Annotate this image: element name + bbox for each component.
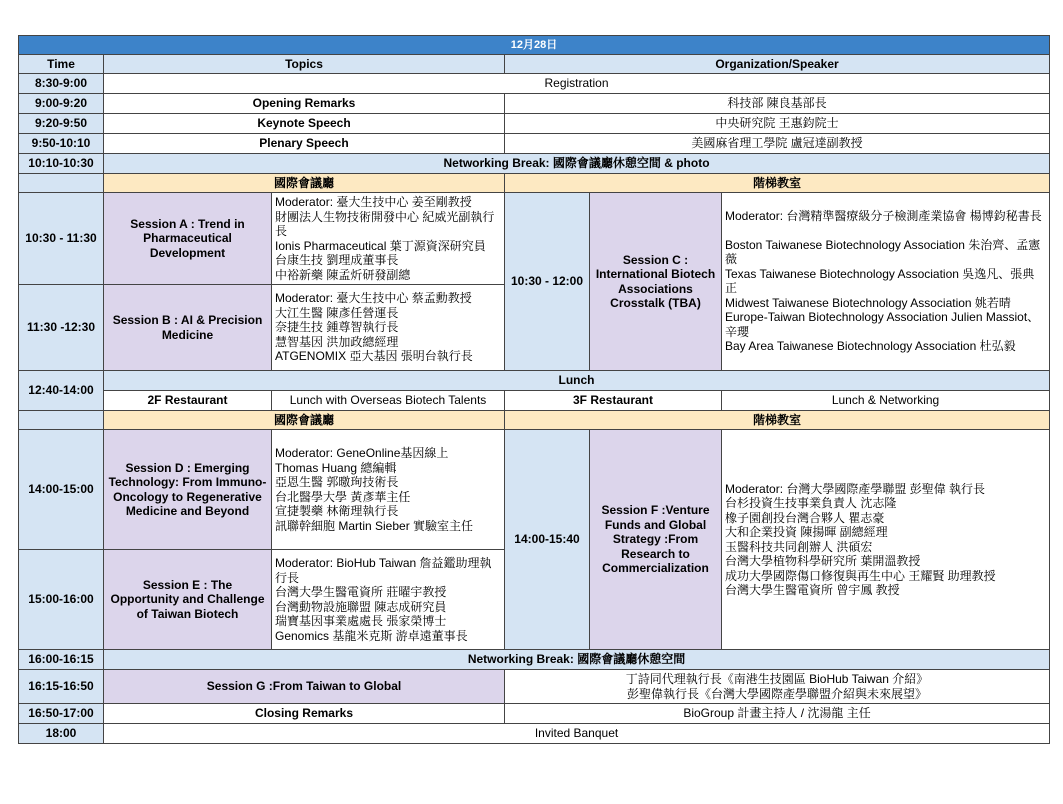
moderator-line: Moderator: 台灣精準醫療級分子檢測產業協會 楊博鈞秘書長 bbox=[725, 209, 1042, 224]
venue-row-morning bbox=[19, 174, 1050, 193]
banquet-text: Invited Banquet bbox=[104, 724, 1050, 744]
banquet-time: 18:00 bbox=[19, 724, 104, 744]
speaker-line: Ionis Pharmaceutical 葉丁源資深研究員 bbox=[275, 238, 486, 253]
topics-header: Topics bbox=[104, 55, 505, 74]
speaker-line: 中裕新藥 陳孟炘研發副總 bbox=[275, 267, 411, 282]
venue-spacer bbox=[19, 174, 104, 193]
plenary-topic: Plenary Speech bbox=[104, 134, 505, 154]
break2-text: Networking Break: 國際會議廳休憩空間 bbox=[104, 650, 1050, 670]
venue-spacer bbox=[19, 411, 104, 430]
speaker-line: Boston Taiwanese Biotechnology Association 朱治齊、孟憲薇 bbox=[725, 237, 1041, 267]
session-g-time: 16:15-16:50 bbox=[19, 670, 104, 704]
session-e-time: 15:00-16:00 bbox=[19, 550, 104, 650]
date-row bbox=[19, 36, 1050, 55]
speaker-line: ATGENOMIX 亞大基因 張明台執行長 bbox=[275, 349, 473, 364]
session-f-speakers bbox=[722, 430, 1050, 650]
venue-left: 國際會議廳 bbox=[104, 411, 505, 430]
speaker-line: Europe-Taiwan Biotechnology Association Julien Massiot、辛瓔 bbox=[725, 310, 1040, 339]
speaker-line: 奈捷生技 鍾尊智執行長 bbox=[275, 320, 399, 335]
speaker-line: 台灣動物設施聯盟 陳志成研究員 bbox=[275, 599, 447, 614]
session-b-speakers bbox=[272, 285, 505, 371]
registration-row bbox=[19, 74, 1050, 94]
banquet-row bbox=[19, 724, 1050, 744]
lunch-row bbox=[19, 371, 1050, 391]
lunch-time: 12:40-14:00 bbox=[19, 371, 104, 411]
break1-time: 10:10-10:30 bbox=[19, 154, 104, 174]
speaker-line: Moderator: GeneOnline基因線上 bbox=[275, 446, 449, 460]
closing-row bbox=[19, 704, 1050, 724]
speaker-line: 大和企業投資 陳揚暉 副總經理 bbox=[725, 525, 888, 539]
break1-text: Networking Break: 國際會議廳休憩空間 & photo bbox=[104, 154, 1050, 174]
closing-time: 16:50-17:00 bbox=[19, 704, 104, 724]
speaker-line: 橡子園創投台灣合夥人 瞿志豪 bbox=[725, 510, 885, 525]
speaker-line: 玉醫科技共同創辦人 洪碩宏 bbox=[725, 539, 873, 554]
session-f-time: 14:00-15:40 bbox=[505, 430, 590, 650]
agenda-table bbox=[18, 35, 1050, 744]
venue-right: 階梯教室 bbox=[505, 174, 1050, 193]
venue-row-afternoon bbox=[19, 411, 1050, 430]
speaker-line: 大江生醫 陳彥任營運長 bbox=[275, 305, 399, 320]
speaker-line: 財團法人生物技術開發中心 紀威光副執行長 bbox=[275, 209, 495, 238]
speaker-line: 成功大學國際傷口修復與再生中心 王耀賢 助理教授 bbox=[725, 568, 996, 583]
keynote-topic: Keynote Speech bbox=[104, 114, 505, 134]
session-b-title: Session B : AI & Precision Medicine bbox=[104, 285, 272, 371]
speaker-line: Moderator: 臺大生技中心 蔡孟勳教授 bbox=[275, 291, 472, 306]
venue-left: 國際會議廳 bbox=[104, 174, 505, 193]
speaker-line: Moderator: 臺大生技中心 姜至剛教授 bbox=[275, 195, 472, 209]
time-header: Time bbox=[19, 55, 104, 74]
opening-topic: Opening Remarks bbox=[104, 94, 505, 114]
session-e-title: Session E : The Opportunity and Challenge of Taiwan Biotech bbox=[104, 550, 272, 650]
session-a-time: 10:30 - 11:30 bbox=[19, 193, 104, 285]
speaker-line: 宣捷製藥 林衛理執行長 bbox=[275, 504, 399, 518]
session-g-title: Session G :From Taiwan to Global bbox=[104, 670, 505, 704]
registration-text: Registration bbox=[104, 74, 1050, 94]
venue-right: 階梯教室 bbox=[505, 411, 1050, 430]
break2-time: 16:00-16:15 bbox=[19, 650, 104, 670]
lunch-left-venue: 2F Restaurant bbox=[104, 391, 272, 411]
speaker-line: 亞恩生醫 郭曒珣技術長 bbox=[275, 475, 399, 489]
speaker-line: 瑞寶基因事業處處長 張家榮博士 bbox=[275, 614, 447, 628]
speaker-line: 慧智基因 洪加政總經理 bbox=[275, 334, 399, 349]
keynote-row bbox=[19, 114, 1050, 134]
session-d-title: Session D : Emerging Technology: From Immuno-Oncology to Regenerative Medicine and Beyond bbox=[104, 430, 272, 550]
registration-time: 8:30-9:00 bbox=[19, 74, 104, 94]
session-a-row bbox=[19, 193, 1050, 285]
speaker-line: Moderator: 台灣大學國際產學聯盟 彭聖偉 執行長 bbox=[725, 481, 986, 496]
session-d-row bbox=[19, 430, 1050, 550]
speaker-line: Moderator: BioHub Taiwan 詹益鑑助理執行長 bbox=[275, 556, 492, 585]
plenary-time: 9:50-10:10 bbox=[19, 134, 104, 154]
plenary-speaker: 美國麻省理工學院 盧冠達副教授 bbox=[505, 134, 1050, 154]
session-c-speakers bbox=[722, 193, 1050, 371]
speaker-line: Texas Taiwanese Biotechnology Association 吳逸凡、張典正 bbox=[725, 266, 1035, 296]
keynote-speaker: 中央研究院 王惠鈞院士 bbox=[505, 114, 1050, 134]
session-f-title: Session F :Venture Funds and Global Strategy :From Research to Commercialization bbox=[590, 430, 722, 650]
session-g-row bbox=[19, 670, 1050, 704]
session-e-speakers bbox=[272, 550, 505, 650]
speaker-line: 訊聯幹細胞 Martin Sieber 實驗室主任 bbox=[275, 518, 474, 533]
speaker-line: 台康生技 劉理成董事長 bbox=[275, 253, 399, 267]
session-g-speakers bbox=[505, 670, 1050, 704]
spacer bbox=[725, 224, 1046, 238]
speaker-line: 台杉投資生技事業負責人 沈志隆 bbox=[725, 496, 897, 510]
lunch-right-venue: 3F Restaurant bbox=[505, 391, 722, 411]
speaker-line: Bay Area Taiwanese Biotechnology Association 杜弘毅 bbox=[725, 339, 1016, 354]
session-d-speakers bbox=[272, 430, 505, 550]
speaker-line: 彭聖偉執行長《台灣大學國際產學聯盟介紹與未來展望》 bbox=[627, 686, 928, 701]
speaker-line: Thomas Huang 總編輯 bbox=[275, 460, 397, 475]
closing-topic: Closing Remarks bbox=[104, 704, 505, 724]
header-row bbox=[19, 55, 1050, 74]
org-header: Organization/Speaker bbox=[505, 55, 1050, 74]
lunch-right-text: Lunch & Networking bbox=[722, 391, 1050, 411]
break1-row bbox=[19, 154, 1050, 174]
speaker-line: 台灣大學生醫電資所 莊曜宇教授 bbox=[275, 585, 447, 599]
lunch-detail-row bbox=[19, 391, 1050, 411]
session-c-time: 10:30 - 12:00 bbox=[505, 193, 590, 371]
session-a-title: Session A : Trend in Pharmaceutical Development bbox=[104, 193, 272, 285]
session-c-title: Session C : International Biotech Associations Crosstalk (TBA) bbox=[590, 193, 722, 371]
speaker-line: Genomics 基龍米克斯 游卓遠董事長 bbox=[275, 628, 468, 643]
lunch-title: Lunch bbox=[104, 371, 1050, 391]
opening-time: 9:00-9:20 bbox=[19, 94, 104, 114]
closing-speaker: BioGroup 計畫主持人 / 沈湯龍 主任 bbox=[505, 704, 1050, 724]
session-b-time: 11:30 -12:30 bbox=[19, 285, 104, 371]
session-a-speakers bbox=[272, 193, 505, 285]
date-header: 12月28日 bbox=[19, 36, 1050, 55]
opening-speaker: 科技部 陳良基部長 bbox=[505, 94, 1050, 114]
speaker-line: 台北醫學大學 黃彥華主任 bbox=[275, 489, 411, 504]
speaker-line: 台灣大學生醫電資所 曾宇鳳 教授 bbox=[725, 583, 900, 597]
lunch-left-text: Lunch with Overseas Biotech Talents bbox=[272, 391, 505, 411]
speaker-line: 台灣大學植物科學研究所 葉開溫教授 bbox=[725, 554, 921, 568]
opening-row bbox=[19, 94, 1050, 114]
break2-row bbox=[19, 650, 1050, 670]
speaker-line: 丁詩同代理執行長《南港生技園區 BioHub Taiwan 介紹》 bbox=[625, 672, 929, 686]
speaker-line: Midwest Taiwanese Biotechnology Association 姚若晴 bbox=[725, 295, 1011, 310]
plenary-row bbox=[19, 134, 1050, 154]
keynote-time: 9:20-9:50 bbox=[19, 114, 104, 134]
session-d-time: 14:00-15:00 bbox=[19, 430, 104, 550]
